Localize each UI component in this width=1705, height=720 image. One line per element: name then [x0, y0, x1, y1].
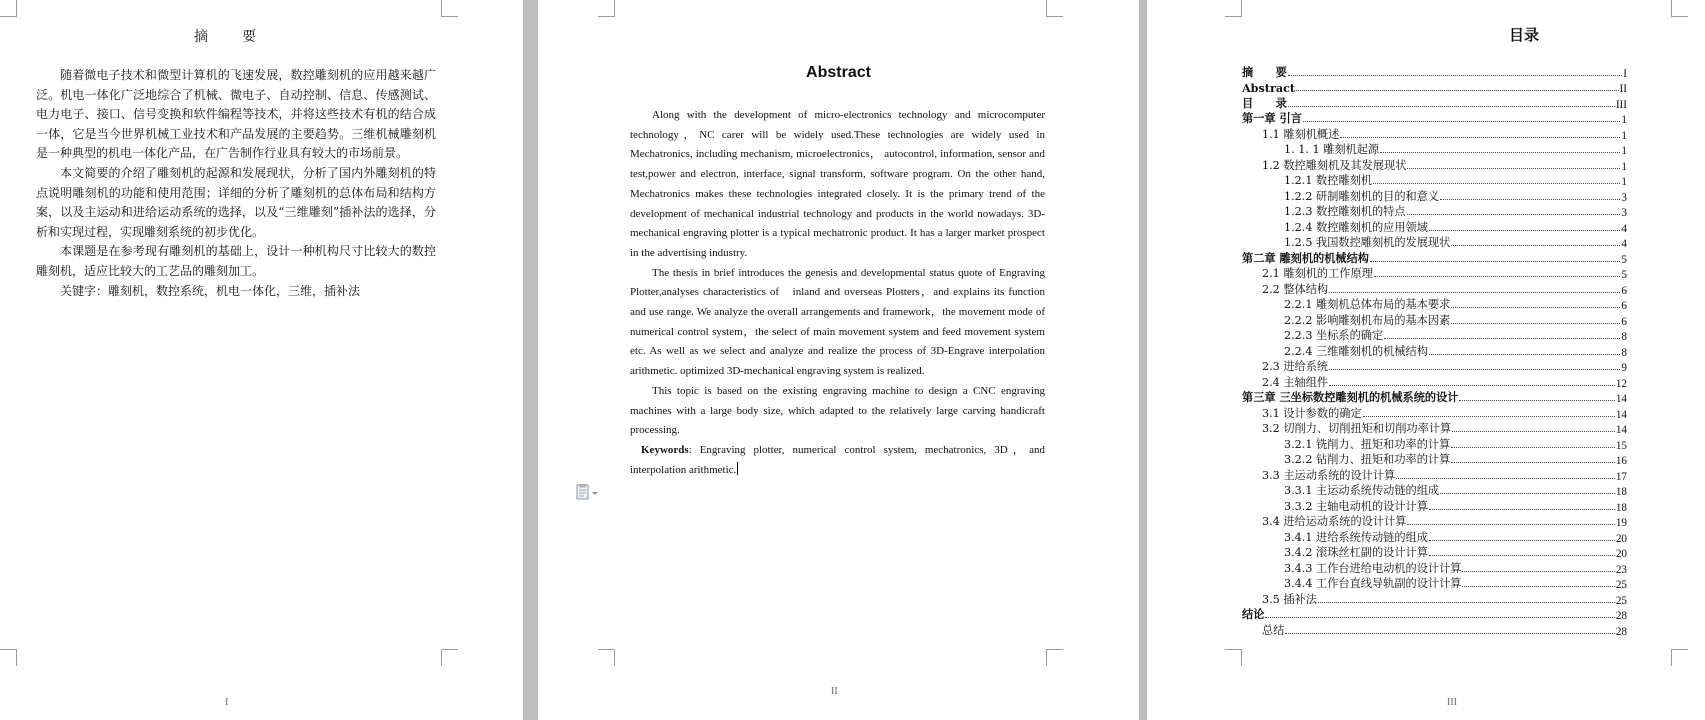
toc-leader-dots — [1462, 571, 1614, 572]
toc-entry[interactable] — [1242, 390, 1627, 406]
toc-entry[interactable] — [1242, 436, 1627, 452]
toc-leader-dots — [1380, 152, 1620, 153]
text-cursor — [737, 462, 738, 475]
toc-entry[interactable] — [1242, 514, 1627, 530]
toc-entry-page: 6 — [1621, 315, 1627, 328]
toc-entry-label: 1.2 数控雕刻机及其发展现状 — [1262, 158, 1407, 172]
toc-leader-dots — [1373, 183, 1620, 184]
toc-entry[interactable] — [1242, 374, 1627, 390]
toc-entry[interactable] — [1242, 622, 1627, 638]
toc-entry-label: Abstract — [1242, 81, 1296, 95]
crop-mark — [598, 0, 615, 17]
toc-entry-label: 1.2.3 数控雕刻机的特点 — [1284, 205, 1406, 218]
toc-entry-page: 14 — [1615, 408, 1627, 421]
toc-entry-page: 9 — [1621, 362, 1627, 374]
toc-leader-dots — [1429, 540, 1615, 541]
toc-entry[interactable] — [1242, 64, 1627, 80]
toc-entry-page: 28 — [1615, 610, 1627, 622]
toc-leader-dots — [1451, 323, 1620, 324]
keywords-label: Keywords — [641, 443, 689, 456]
toc-leader-dots — [1318, 602, 1615, 603]
toc-entry[interactable] — [1242, 421, 1627, 437]
toc-entry-label: 第三章 三坐标数控雕刻机的机械系统的设计 — [1242, 390, 1459, 404]
toc-entry[interactable] — [1242, 126, 1627, 142]
toc-entry-page: II — [1619, 83, 1627, 95]
toc-entry-label: 2.2.4 三维雕刻机的机械结构 — [1284, 344, 1428, 358]
toc-entry-page: 1 — [1621, 176, 1627, 188]
toc-entry-label: 2.2.3 坐标系的确定 — [1284, 329, 1384, 342]
toc-entry[interactable] — [1242, 142, 1627, 158]
toc-entry-page: 6 — [1621, 300, 1627, 312]
paragraph: This topic is based on the existing engraving machine to design a CNC engraving machines with a large body size, which adapted to the relatively large carving handicraft processing. — [630, 384, 1045, 437]
toc-leader-dots — [1407, 524, 1614, 525]
page-title: Abstract — [806, 64, 871, 81]
toc-entry[interactable] — [1242, 545, 1627, 561]
toc-entry[interactable] — [1242, 235, 1627, 251]
toc-leader-dots — [1363, 416, 1615, 417]
page-number: II — [831, 686, 838, 697]
toc-entry-label: 2.1 雕刻机的工作原理 — [1262, 267, 1373, 280]
toc-entry[interactable] — [1242, 328, 1627, 344]
toc-entry-label: 3.3.2 主轴电动机的设计计算 — [1284, 499, 1428, 513]
crop-mark — [0, 649, 17, 666]
crop-mark — [441, 649, 458, 666]
toc-entry-page: 14 — [1615, 424, 1627, 436]
crop-mark — [441, 0, 458, 17]
paragraph: 本文简要的介绍了雕刻机的起源和发展现状，分析了国内外雕刻机的特点说明雕刻机的功能和使用范围；详细的分析了雕刻机的总体布局和结构方案，以及主运动和进给运动系统的选择，以及“三维雕刻”插补法的选择，分析和实现过程，实现雕刻系统的初步优化。 — [36, 165, 436, 239]
toc-entry-page: 18 — [1615, 501, 1627, 514]
toc-entry-page: 3 — [1621, 207, 1627, 219]
toc-entry-label: 3.2 切削力、切削扭矩和切削功率计算 — [1262, 422, 1452, 435]
toc-leader-dots — [1451, 462, 1615, 463]
toc-entry-label: 摘 要 — [1242, 64, 1287, 79]
keywords-text: : Engraving plotter, numerical control system, mechatronics, 3D，and interpolation arithmetic. — [630, 443, 1045, 476]
toc-entry-page: 1 — [1621, 129, 1627, 142]
toc-entry-label: 3.2.1 铣削力、扭矩和功率的计算 — [1284, 437, 1451, 451]
toc-entry-label: 3.5 插补法 — [1262, 592, 1317, 606]
toc-entry[interactable] — [1242, 591, 1627, 607]
page-number: III — [1447, 697, 1457, 708]
crop-mark — [598, 649, 615, 666]
toc-leader-dots — [1296, 90, 1618, 91]
table-of-contents — [1242, 64, 1627, 638]
toc-entry-label: 2.3 进给系统 — [1262, 360, 1329, 373]
toc-entry-label: 总结 — [1262, 623, 1285, 637]
toc-leader-dots — [1265, 617, 1614, 618]
toc-entry[interactable] — [1242, 95, 1627, 111]
toc-entry-label: 第二章 雕刻机的机械结构 — [1242, 250, 1369, 265]
toc-leader-dots — [1288, 106, 1615, 107]
toc-leader-dots — [1429, 555, 1615, 556]
toc-entry[interactable] — [1242, 452, 1627, 468]
toc-entry[interactable] — [1242, 188, 1627, 204]
toc-entry-page: 25 — [1615, 579, 1627, 591]
paste-options-icon[interactable] — [576, 484, 604, 502]
toc-entry-page: 4 — [1621, 238, 1627, 250]
toc-entry-label: 第一章 引言 — [1242, 111, 1302, 125]
toc-entry-label: 2.4 主轴组件 — [1262, 375, 1329, 389]
toc-leader-dots — [1429, 354, 1621, 355]
toc-leader-dots — [1285, 633, 1614, 634]
page-abstract-chinese — [0, 0, 523, 720]
toc-leader-dots — [1440, 199, 1620, 200]
toc-entry-page: 19 — [1615, 517, 1627, 529]
toc-entry-page: 23 — [1615, 563, 1627, 576]
toc-entry-page: 18 — [1615, 486, 1627, 498]
toc-leader-dots — [1329, 292, 1620, 293]
toc-leader-dots — [1459, 400, 1614, 401]
toc-entry-label: 3.4.3 工作台进给电动机的设计计算 — [1284, 561, 1462, 575]
toc-leader-dots — [1374, 276, 1621, 277]
toc-entry-page: 20 — [1615, 548, 1627, 560]
toc-entry[interactable] — [1242, 560, 1627, 576]
toc-entry[interactable] — [1242, 173, 1627, 189]
toc-entry-page: 3 — [1621, 191, 1627, 204]
toc-entry-page: 28 — [1615, 625, 1627, 638]
paragraph: The thesis in brief introduces the genesis and developmental status quote of Engraving Plotter,analyses characteristics of inland and overseas Plotters，and explains its function and use range. We analyze the overall arrangements and framework，the movement mode of numerical control system，the select of main movement system and feed movement system etc. As well as we select and analyze and realize the process of 3D-Engrave interpolation arithmetic. optimized 3D-mechanical engraving system is realized. — [630, 266, 1045, 378]
crop-mark — [1225, 0, 1242, 17]
toc-entry-page: III — [1615, 98, 1627, 111]
paragraph: 本课题是在参考现有雕刻机的基础上，设计一种机构尺寸比较大的数控雕刻机，适应比较大的工艺品的雕刻加工。 — [36, 244, 436, 278]
toc-entry-page: 5 — [1621, 269, 1627, 281]
toc-leader-dots — [1451, 245, 1620, 246]
toc-leader-dots — [1429, 230, 1621, 231]
toc-entry-page: 1 — [1621, 160, 1627, 173]
toc-leader-dots — [1329, 369, 1620, 370]
crop-mark — [1671, 649, 1688, 666]
crop-mark — [1671, 0, 1688, 17]
toc-entry-label: 1.2.2 研制雕刻机的目的和意义 — [1284, 189, 1440, 203]
crop-mark — [1046, 0, 1063, 17]
toc-entry[interactable] — [1242, 157, 1627, 173]
toc-entry[interactable] — [1242, 483, 1627, 499]
toc-leader-dots — [1288, 75, 1623, 76]
toc-entry-label: 3.4 进给运动系统的设计计算 — [1262, 515, 1407, 528]
toc-entry-label: 2.2 整体结构 — [1262, 282, 1329, 296]
toc-entry-label: 3.4.1 进给系统传动链的组成 — [1284, 530, 1428, 544]
toc-entry-label: 1.2.1 数控雕刻机 — [1284, 174, 1372, 187]
page-table-of-contents — [1147, 0, 1705, 720]
toc-leader-dots — [1429, 509, 1615, 510]
toc-entry[interactable] — [1242, 359, 1627, 375]
toc-entry[interactable] — [1242, 607, 1627, 623]
keywords-line: 关键字：雕刻机，数控系统，机电一体化，三维，插补法 — [60, 283, 361, 298]
toc-entry-label: 2.2.2 影响雕刻机布局的基本因素 — [1284, 313, 1451, 327]
toc-entry-page: 1 — [1621, 114, 1627, 126]
toc-entry-page: 25 — [1615, 594, 1627, 607]
paragraph: Along with the development of micro-electronics technology and microcomputer technology，NC carer will be widely used.These technologies are widely used in Mechatronics, including mechanism, microelectronics， autocontrol, information, sensor and test,power and electron, interface, signal transform, software program. On the other hand, Mechatronics makes these technologies integrated closely. It is the primary trend of the development of mechanical industrial technology and products in the world nowadays. 3D- mechanical engraving plotter is a typical mechatronic product. It has a larger market prospect in the advertising industry. — [630, 109, 1045, 259]
toc-entry-page: 5 — [1621, 253, 1627, 266]
toc-entry-page: 20 — [1615, 532, 1627, 545]
toc-entry[interactable] — [1242, 80, 1627, 96]
toc-entry[interactable] — [1242, 405, 1627, 421]
toc-entry-page: 15 — [1615, 439, 1627, 452]
toc-leader-dots — [1462, 586, 1614, 587]
toc-entry-label: 3.3.1 主运动系统传动链的组成 — [1284, 484, 1440, 497]
toc-entry-page: 8 — [1621, 346, 1627, 359]
crop-mark — [0, 0, 17, 17]
toc-entry-page: 1 — [1621, 145, 1627, 157]
toc-entry-label: 1.2.4 数控雕刻机的应用领域 — [1284, 220, 1428, 234]
toc-entry-label: 3.2.2 钻削力、扭矩和功率的计算 — [1284, 453, 1451, 466]
toc-entry[interactable] — [1242, 219, 1627, 235]
toc-entry-page: 6 — [1621, 284, 1627, 297]
toc-entry-label: 1.2.5 我国数控雕刻机的发展现状 — [1284, 236, 1451, 249]
toc-entry-label: 2.2.1 雕刻机总体布局的基本要求 — [1284, 298, 1451, 311]
toc-leader-dots — [1329, 385, 1615, 386]
toc-entry[interactable] — [1242, 343, 1627, 359]
toc-leader-dots — [1407, 214, 1621, 215]
toc-entry-page: 8 — [1621, 331, 1627, 343]
toc-entry-page: I — [1623, 67, 1627, 80]
toc-entry-label: 3.4.2 滚珠丝杠副的设计计算 — [1284, 546, 1428, 559]
toc-entry[interactable] — [1242, 281, 1627, 297]
toc-leader-dots — [1384, 338, 1620, 339]
toc-entry-page: 14 — [1615, 393, 1627, 405]
toc-entry-label: 结论 — [1242, 607, 1265, 621]
toc-entry[interactable] — [1242, 297, 1627, 313]
toc-entry-label: 1. 1. 1 雕刻机起源 — [1284, 143, 1380, 156]
toc-entry-page: 16 — [1615, 455, 1627, 467]
toc-leader-dots — [1407, 168, 1620, 169]
toc-leader-dots — [1370, 261, 1620, 262]
toc-entry-label: 目 录 — [1242, 95, 1287, 110]
toc-leader-dots — [1440, 493, 1615, 494]
toc-entry-page: 12 — [1615, 377, 1627, 390]
page-abstract-english — [538, 0, 1139, 720]
page-title: 摘 要 — [194, 29, 266, 45]
toc-entry-label: 1.1 雕刻机概述 — [1262, 127, 1340, 141]
toc-entry[interactable] — [1242, 266, 1627, 282]
toc-leader-dots — [1303, 121, 1621, 122]
crop-mark — [1225, 649, 1242, 666]
toc-entry[interactable] — [1242, 498, 1627, 514]
toc-entry-page: 17 — [1615, 470, 1627, 483]
toc-leader-dots — [1451, 447, 1615, 448]
toc-leader-dots — [1340, 137, 1620, 138]
toc-leader-dots — [1396, 478, 1615, 479]
toc-entry[interactable] — [1242, 312, 1627, 328]
page-title: 目录 — [1508, 26, 1539, 44]
toc-leader-dots — [1451, 307, 1620, 308]
toc-entry[interactable] — [1242, 529, 1627, 545]
crop-mark — [1046, 649, 1063, 666]
toc-entry-label: 3.3 主运动系统的设计计算 — [1262, 468, 1396, 482]
toc-entry[interactable] — [1242, 250, 1627, 266]
toc-entry-label: 3.1 设计参数的确定 — [1262, 406, 1362, 420]
toc-entry[interactable] — [1242, 576, 1627, 592]
toc-entry-label: 3.4.4 工作台直线导轨副的设计计算 — [1284, 577, 1462, 590]
toc-entry-page: 4 — [1621, 222, 1627, 235]
toc-entry[interactable] — [1242, 204, 1627, 220]
page-number: I — [225, 697, 229, 708]
body-text[interactable] — [630, 106, 1045, 480]
body-text[interactable] — [36, 66, 436, 301]
keywords-line — [630, 441, 1045, 480]
toc-entry[interactable] — [1242, 467, 1627, 483]
toc-leader-dots — [1452, 431, 1615, 432]
toc-entry[interactable] — [1242, 111, 1627, 127]
paragraph: 随着微电子技术和微型计算机的飞速发展，数控雕刻机的应用越来越广泛。机电一体化广泛地综合了机械、微电子、自动控制、信息、传感测试、电力电子、接口、信号变换和软件编程等技术，并将这些技术有机的结合成一体，它是当今世界机械工业技术和产品发展的主要趋势。三维机械雕刻机是一种典型的机电一体化产品，在广告制作行业具有较大的市场前景。 — [36, 68, 436, 161]
